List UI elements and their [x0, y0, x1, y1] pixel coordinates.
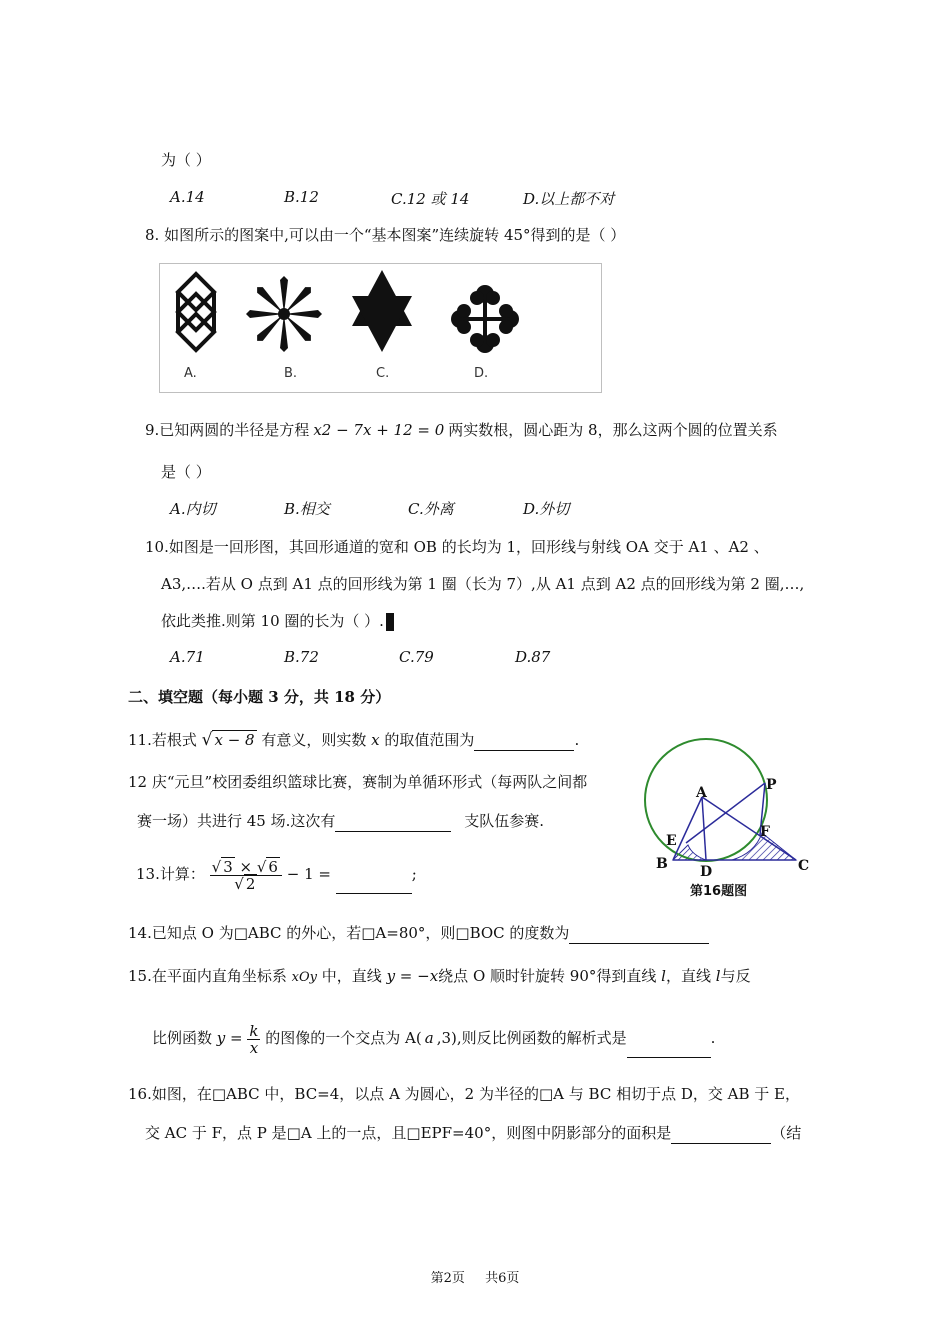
segment-ac	[702, 797, 796, 860]
q15-fraction	[247, 1023, 260, 1056]
label-f: F	[760, 824, 770, 840]
q13-num-b: 6	[268, 857, 278, 876]
q10-line1: 10.如图是一回形图，其回形通道的宽和 OB 的长均为 1，回形线与射线 OA 交于 A1 、A2 、	[145, 538, 769, 556]
q12-line2-prefix: 赛一场）共进行 45 场.这次有	[137, 812, 336, 830]
q11-line	[128, 729, 579, 751]
q11-end: .	[574, 731, 580, 749]
q12-line2	[137, 810, 544, 832]
q15-l1: l	[661, 967, 666, 985]
q15-line2-rest: ,3),则反比例函数的解析式是	[436, 1029, 627, 1047]
q11-suffix: 的取值范围为	[384, 731, 475, 749]
pattern-a-label: A.	[184, 366, 197, 381]
q15-prefix: 15.在平面内直角坐标系	[128, 967, 287, 985]
q15-xoy: xOy	[291, 970, 317, 985]
q15-line2-prefix: 比例函数	[152, 1029, 213, 1047]
q13-tail: − 1 =	[286, 865, 331, 883]
q9-line2: 是（ ）	[161, 463, 211, 481]
q13-sqrt-symbol-b: √	[256, 857, 267, 876]
q13-fraction: $\frac{√ 3 \times √ 6}{√ 2}$	[210, 859, 282, 892]
q15-line1	[128, 965, 751, 989]
q13-num-a: 3	[223, 857, 233, 876]
q15-tail: 与反	[720, 967, 751, 985]
pattern-d-label: D.	[474, 366, 489, 381]
q9-option-b: B.相交	[284, 500, 330, 518]
q8-figure	[159, 263, 602, 393]
label-p: P	[766, 777, 777, 793]
pattern-b-label: B.	[284, 366, 298, 381]
pattern-c-label: C.	[376, 366, 390, 381]
q8-text: 8. 如图所示的图案中,可以由一个“基本图案”连续旋转 45°得到的是（ ）	[145, 226, 626, 244]
q9-prefix: 9.已知两圆的半径是方程	[145, 421, 310, 439]
q10-line3-text: 依此类推.则第 10 圈的长为（ ）.	[161, 612, 384, 630]
q16-answer-blank[interactable]	[671, 1127, 771, 1144]
q11-answer-blank[interactable]	[474, 734, 574, 751]
q11-var: x	[371, 731, 380, 749]
q10-line2: A3,….若从 O 点到 A1 点的回形线为第 1 圈（长为 7）,从 A1 点到 A2 点的回形线为第 2 圈,…,	[161, 575, 805, 593]
q7-option-b: B.12	[284, 188, 319, 206]
q9-option-c: C.外离	[408, 500, 454, 518]
q14-answer-blank[interactable]	[569, 927, 709, 944]
q13-answer-blank[interactable]	[336, 873, 412, 894]
q13-end: ;	[411, 865, 417, 883]
q13-sqrt-symbol-c: √	[234, 874, 244, 893]
figure-caption: 第16题图	[690, 884, 748, 899]
q15-answer-blank[interactable]	[627, 1041, 711, 1058]
q16-figure	[640, 735, 820, 905]
q15-end1: ，直线	[665, 967, 711, 985]
q15-line2-mid: 的图像的一个交点为 A(	[265, 1029, 422, 1047]
cursor-block	[386, 613, 394, 631]
q15-l2: l	[715, 967, 721, 985]
q10-line3	[161, 610, 394, 632]
q10-option-d: D.87	[515, 648, 551, 666]
q15-line2-end: .	[710, 1029, 716, 1047]
q16-line2-suffix: （结	[771, 1124, 802, 1142]
pattern-d-image	[446, 280, 524, 358]
q7-option-c: C.12 或 14	[391, 190, 470, 208]
q15-line2	[152, 1018, 715, 1058]
label-c: C	[798, 858, 810, 874]
q10-option-a: A.71	[170, 648, 205, 666]
pattern-b-image	[244, 274, 324, 354]
page-total: 共6页	[485, 1271, 520, 1286]
q7-option-d: D.以上都不对	[523, 190, 615, 208]
label-a: A	[696, 785, 707, 801]
q14-line	[128, 922, 709, 944]
q13-prefix: 13.计算：	[136, 865, 205, 883]
section-2-title: 二、填空题（每小题 3 分，共 18 分）	[128, 688, 391, 706]
q16-line2	[145, 1122, 801, 1144]
label-b: B	[656, 856, 668, 872]
q15-x: x	[249, 1038, 259, 1057]
q15-y-eq: y =	[216, 1029, 243, 1047]
q13-den: 2	[245, 874, 256, 893]
q11-radical: √	[201, 730, 213, 750]
label-d: D	[700, 864, 713, 880]
q9-option-d: D.外切	[523, 500, 570, 518]
q9-option-a: A.内切	[170, 500, 216, 518]
q11-radicand: x − 8	[214, 731, 255, 749]
q15-a: a	[424, 1029, 434, 1047]
q15-rest: 绕点 O 顺时针旋转 90°得到直线	[438, 967, 657, 985]
page-footer	[0, 1267, 950, 1286]
q9-suffix: 两实数根，圆心距为 8，那么这两个圆的位置关系	[448, 421, 778, 439]
q11-prefix: 11.若根式	[128, 731, 197, 749]
q14-text: 14.已知点 O 为□ABC 的外心，若□A=80°，则□BOC 的度数为	[128, 924, 570, 942]
q10-option-b: B.72	[284, 648, 319, 666]
q15-line-eq: y = −x	[386, 967, 439, 985]
q9-equation: x2 − 7x + 12 = 0	[313, 421, 445, 439]
q11-mid: 有意义，则实数	[261, 731, 367, 749]
q9-line1	[145, 419, 778, 441]
q12-line1: 12 庆“元旦”校团委组织篮球比赛，赛制为单循环形式（每两队之间都	[128, 773, 588, 791]
q7-option-a: A.14	[170, 188, 205, 206]
q16-line2-prefix: 交 AC 于 F，点 P 是□A 上的一点，且□EPF=40°，则图中阴影部分的面积是	[145, 1124, 672, 1142]
q15-k: k	[249, 1021, 259, 1040]
page-number: 第2页	[430, 1271, 465, 1286]
q13-line	[136, 854, 417, 894]
q16-line1: 16.如图，在□ABC 中，BC=4，以点 A 为圆心，2 为半径的□A 与 BC 相切于点 D，交 AB 于 E，	[128, 1085, 800, 1103]
pattern-a-image	[168, 270, 224, 356]
q13-sqrt-symbol-a: √	[211, 857, 222, 876]
q7-tail: 为（ ）	[161, 151, 211, 169]
label-e: E	[666, 833, 677, 849]
q10-option-c: C.79	[399, 648, 434, 666]
q12-answer-blank[interactable]	[335, 815, 451, 832]
pattern-c-image	[346, 266, 418, 356]
q12-line2-suffix: 支队伍参赛.	[464, 812, 544, 830]
q15-mid: 中，直线	[321, 967, 382, 985]
